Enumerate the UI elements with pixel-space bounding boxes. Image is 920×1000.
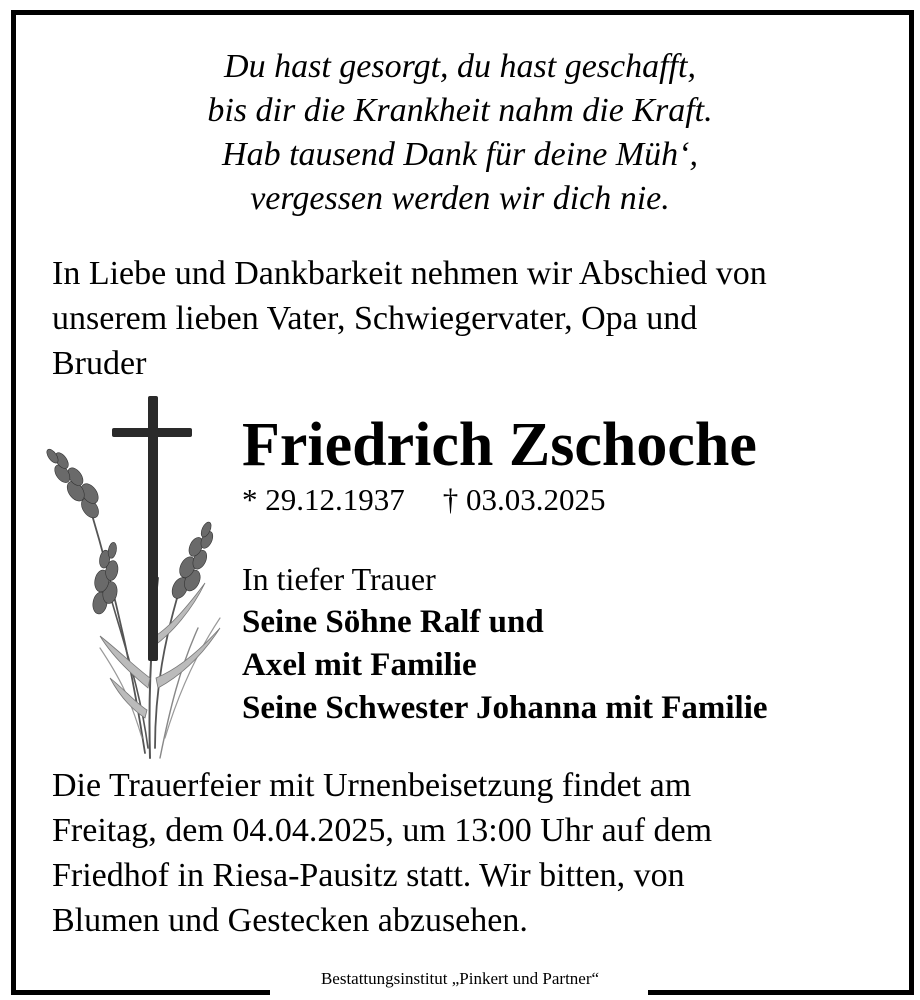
intro-line: In Liebe und Dankbarkeit nehmen wir Abschied von [52,255,767,292]
poem-line: Hab tausend Dank für deine Müh‘, [222,136,698,173]
mourner-line: Seine Schwester Johanna mit Familie [242,690,768,726]
cross-with-wheat-icon [30,388,240,778]
mourner-line: Seine Söhne Ralf und [242,604,544,640]
poem-line: bis dir die Krankheit nahm die Kraft. [207,92,713,129]
funeral-home-credit: Bestattungsinstitut „Pinkert und Partner“ [320,969,600,988]
intro-line: Bruder [52,345,147,382]
mourning-heading: In tiefer Trauer [242,561,436,597]
poem-line: vergessen werden wir dich nie. [250,180,670,217]
funeral-service-notice [52,763,882,943]
service-line: Friedhof in Riesa-Pausitz statt. Wir bitten, von [52,857,685,894]
service-line: Blumen und Gestecken abzusehen. [52,902,528,939]
memorial-poem [60,45,860,221]
death-date: † 03.03.2025 [442,482,606,517]
mourners-block [242,558,768,730]
service-line: Freitag, dem 04.04.2025, um 13:00 Uhr auf dem [52,812,713,849]
mourner-line: Axel mit Familie [242,647,477,683]
farewell-intro [52,251,882,386]
life-dates [242,480,606,520]
intro-line: unserem lieben Vater, Schwiegervater, Opa und [52,300,698,337]
birth-date: * 29.12.1937 [242,482,405,517]
deceased-name: Friedrich Zschoche [242,411,757,479]
poem-line: Du hast gesorgt, du hast geschafft, [224,48,696,85]
service-line: Die Trauerfeier mit Urnenbeisetzung findet am [52,767,692,804]
